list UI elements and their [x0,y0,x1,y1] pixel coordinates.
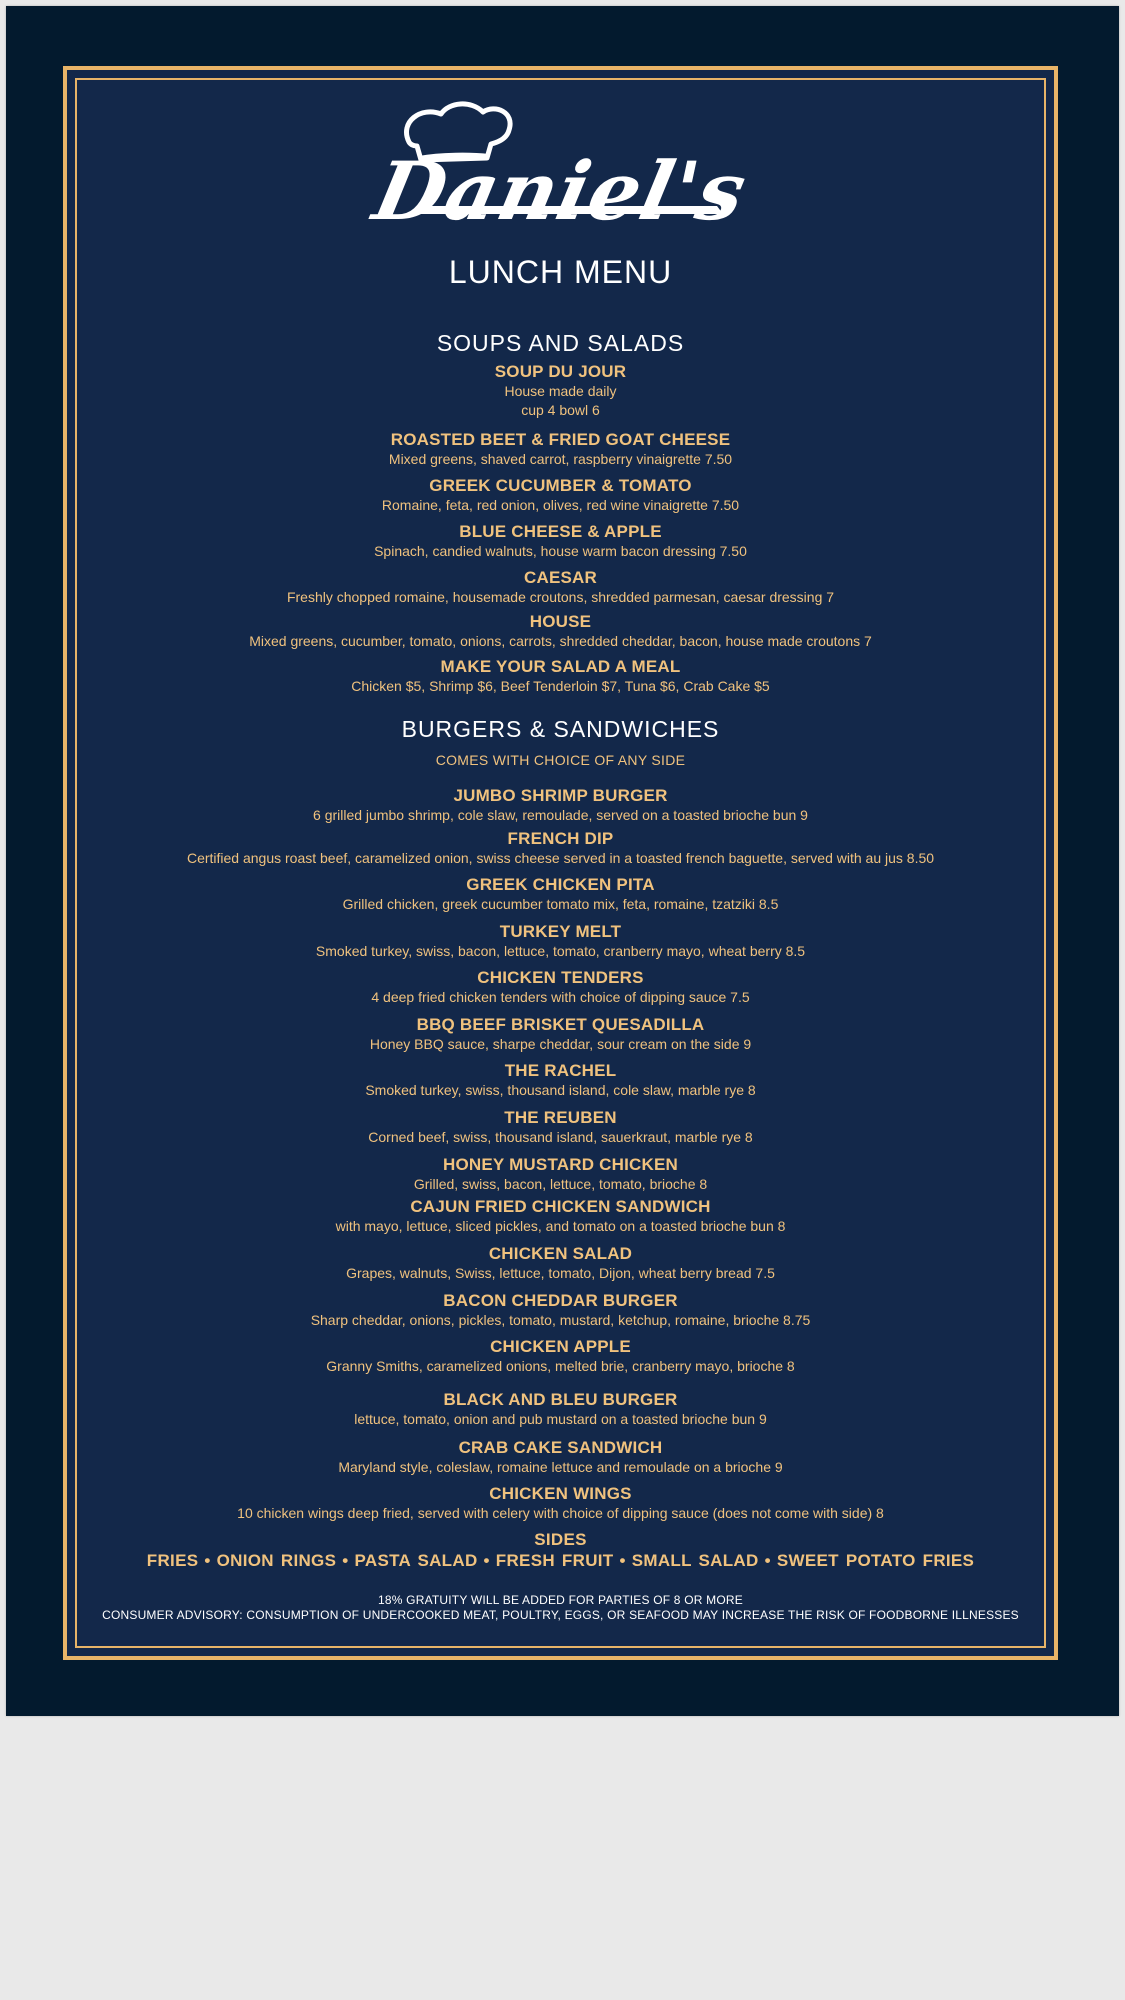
bullet-separator: • [483,1551,490,1570]
item-desc: with mayo, lettuce, sliced pickles, and tomato on a toasted brioche bun 8 [335,1218,786,1234]
side-item: SMALL SALAD [631,1551,759,1570]
gratuity-note: 18% GRATUITY WILL BE ADDED FOR PARTIES OF 8 OR MORE [378,1593,743,1607]
side-item: ONION RINGS [216,1551,337,1570]
menu-item [67,1484,1054,1523]
item-desc: Grilled, swiss, bacon, lettuce, tomato, brioche 8 [413,1176,708,1192]
menu-item [67,968,1054,1007]
item-name: TURKEY MELT [499,922,622,941]
item-desc: 4 deep fried chicken tenders with choice of dipping sauce 7.5 [371,989,750,1005]
menu-item [67,568,1054,607]
section-subtitle: COMES WITH CHOICE OF ANY SIDE [435,752,686,768]
item-desc: Mixed greens, cucumber, tomato, onions, carrots, shredded cheddar, bacon, house made croutons 7 [249,633,872,649]
item-name: BBQ BEEF BRISKET QUESADILLA [416,1015,705,1034]
menu-content [67,70,1054,1656]
item-desc: Granny Smiths, caramelized onions, melted brie, cranberry mayo, brioche 8 [326,1358,795,1374]
item-desc: House made daily [504,383,617,399]
item-name: MAKE YOUR SALAD A MEAL [440,657,681,676]
menu-item [67,922,1054,961]
logo-text: Daniel's [366,144,755,238]
item-desc: Corned beef, swiss, thousand island, sauerkraut, marble rye 8 [368,1129,753,1145]
side-item: FRIES [146,1551,199,1570]
item-name: BLACK AND BLEU BURGER [443,1390,678,1409]
item-name: ROASTED BEET & FRIED GOAT CHEESE [390,430,731,449]
menu-item [67,1155,1054,1194]
menu-item [67,786,1054,825]
item-name: GREEK CHICKEN PITA [466,875,655,894]
item-desc: Spinach, candied walnuts, house warm bacon dressing 7.50 [374,543,747,559]
item-desc: Mixed greens, shaved carrot, raspberry vinaigrette 7.50 [388,451,733,467]
item-name: BLUE CHEESE & APPLE [459,522,662,541]
item-desc: Honey BBQ sauce, sharpe cheddar, sour cream on the side 9 [369,1036,752,1052]
menu-item [67,657,1054,696]
item-name: HOUSE [529,612,592,631]
item-desc: 6 grilled jumbo shrimp, cole slaw, remoulade, served on a toasted brioche bun 9 [313,807,808,823]
item-desc: Grapes, walnuts, Swiss, lettuce, tomato, Dijon, wheat berry bread 7.5 [346,1265,775,1281]
item-name: THE REUBEN [504,1108,617,1127]
menu-item [67,875,1054,914]
item-desc: Certified angus roast beef, caramelized onion, swiss cheese served in a toasted french baguette, served with au jus 8.50 [186,850,935,866]
item-name: CHICKEN APPLE [490,1337,631,1356]
menu-item [67,1438,1054,1477]
item-name: CRAB CAKE SANDWICH [458,1438,663,1457]
item-name: CAJUN FRIED CHICKEN SANDWICH [410,1197,711,1216]
item-desc: cup 4 bowl 6 [521,402,600,418]
item-name: CAESAR [524,568,597,587]
bullet-separator: • [619,1551,626,1570]
menu-item [67,1337,1054,1376]
menu-item [67,430,1054,469]
item-desc: 10 chicken wings deep fried, served with celery with choice of dipping sauce (does not come with side) 8 [237,1505,884,1521]
item-name: CHICKEN SALAD [488,1244,633,1263]
section-title-soups-salads: SOUPS AND SALADS [436,330,685,356]
sides-list [67,1551,1054,1571]
page-title: LUNCH MENU [448,254,673,290]
item-name: SOUP DU JOUR [494,362,627,381]
menu-item [67,522,1054,561]
menu-item [67,1197,1054,1236]
menu-item [67,362,1054,420]
sides-title: SIDES [534,1530,587,1549]
item-name: CHICKEN TENDERS [477,968,644,987]
item-name: JUMBO SHRIMP BURGER [453,786,668,805]
side-item: PASTA SALAD [354,1551,478,1570]
menu-item [67,1291,1054,1330]
bullet-separator: • [764,1551,771,1570]
item-name: THE RACHEL [504,1061,617,1080]
item-desc: Smoked turkey, swiss, thousand island, cole slaw, marble rye 8 [365,1082,756,1098]
item-desc: Chicken $5, Shrimp $6, Beef Tenderloin $7, Tuna $6, Crab Cake $5 [351,678,770,694]
menu-item [67,476,1054,515]
item-desc: lettuce, tomato, onion and pub mustard on a toasted brioche bun 9 [354,1411,767,1427]
logo [67,98,1054,238]
item-name: GREEK CUCUMBER & TOMATO [429,476,692,495]
item-name: CHICKEN WINGS [489,1484,632,1503]
menu-sheet [6,6,1119,1716]
item-desc: Grilled chicken, greek cucumber tomato mix, feta, romaine, tzatziki 8.5 [342,896,779,912]
menu-item [67,829,1054,868]
consumer-advisory: CONSUMER ADVISORY: CONSUMPTION OF UNDERCOOKED MEAT, POULTRY, EGGS, OR SEAFOOD MAY INCREASE THE RISK OF FOODBORNE ILLNESSES [102,1608,1019,1622]
side-item: FRESH FRUIT [495,1551,614,1570]
bullet-separator: • [342,1551,349,1570]
item-desc: Freshly chopped romaine, housemade croutons, shredded parmesan, caesar dressing 7 [286,589,835,605]
bullet-separator: • [204,1551,211,1570]
menu-item [67,1390,1054,1429]
item-name: FRENCH DIP [507,829,614,848]
menu-item [67,1015,1054,1054]
item-desc: Romaine, feta, red onion, olives, red wine vinaigrette 7.50 [381,497,740,513]
item-name: BACON CHEDDAR BURGER [443,1291,678,1310]
menu-item [67,1108,1054,1147]
menu-frame [63,66,1058,1660]
menu-item [67,1061,1054,1100]
menu-item [67,612,1054,651]
item-desc: Sharp cheddar, onions, pickles, tomato, mustard, ketchup, romaine, brioche 8.75 [310,1312,811,1328]
section-title-burgers: BURGERS & SANDWICHES [401,716,720,742]
menu-item [67,1244,1054,1283]
item-desc: Maryland style, coleslaw, romaine lettuce and remoulade on a brioche 9 [338,1459,783,1475]
item-name: HONEY MUSTARD CHICKEN [443,1155,678,1174]
item-desc: Smoked turkey, swiss, bacon, lettuce, tomato, cranberry mayo, wheat berry 8.5 [315,943,806,959]
side-item: SWEET POTATO FRIES [776,1551,975,1570]
